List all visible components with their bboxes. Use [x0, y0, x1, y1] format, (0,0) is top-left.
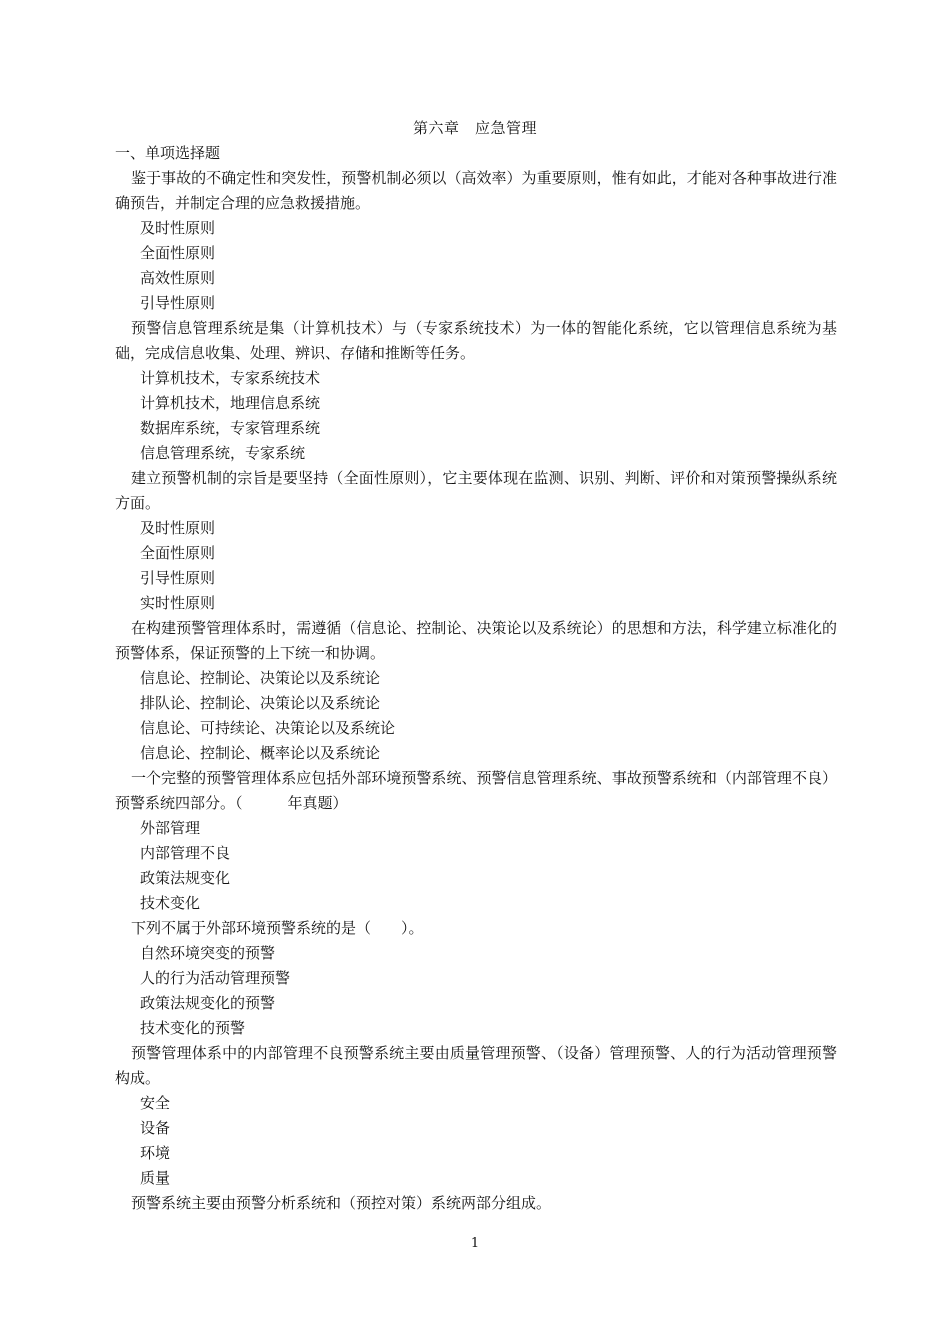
question-text: 建立预警机制的宗旨是要坚持（全面性原则），它主要体现在监测、识别、判断、评价和对策预警操纵系统方面。: [115, 469, 837, 512]
answer-option: 技术变化的预警: [140, 1019, 246, 1037]
question-text: 鉴于事故的不确定性和突发性，预警机制必须以（高效率）为重要原则，惟有如此，才能对各种事故进行准确预告，并制定合理的应急救援措施。: [115, 169, 837, 212]
answer-option: 排队论、控制论、决策论以及系统论: [140, 694, 381, 712]
question-block: [115, 166, 837, 316]
question-text: 预警系统主要由预警分析系统和（预控对策）系统两部分组成。: [131, 1194, 552, 1212]
answer-option: 设备: [140, 1119, 171, 1137]
question-text: 预警管理体系中的内部管理不良预警系统主要由质量管理预警、（设备）管理预警、人的行为活动管理预警构成。: [115, 1044, 837, 1087]
question-text: 预警信息管理系统是集（计算机技术）与（专家系统技术）为一体的智能化系统，它以管理信息系统为基础，完成信息收集、处理、辨识、存储和推断等任务。: [115, 319, 837, 362]
answer-option: 信息论、控制论、概率论以及系统论: [140, 744, 381, 762]
question-block: [115, 1041, 837, 1191]
question-block: [115, 466, 837, 616]
answer-option: 实时性原则: [140, 594, 216, 612]
answer-option: 政策法规变化: [140, 869, 231, 887]
answer-option: 政策法规变化的预警: [140, 994, 276, 1012]
answer-option: 计算机技术，专家系统技术: [140, 369, 321, 387]
answer-option: 全面性原则: [140, 544, 216, 562]
answer-option: 安全: [140, 1094, 171, 1112]
answer-option: 高效性原则: [140, 269, 216, 287]
answer-option: 及时性原则: [140, 519, 216, 537]
answer-option: 数据库系统，专家管理系统: [140, 419, 321, 437]
question-list: [115, 166, 837, 1216]
answer-option: 信息论、可持续论、决策论以及系统论: [140, 719, 396, 737]
answer-option: 自然环境突变的预警: [140, 944, 276, 962]
answer-option: 及时性原则: [140, 219, 216, 237]
answer-option: 计算机技术，地理信息系统: [140, 394, 321, 412]
answer-option: 引导性原则: [140, 569, 216, 587]
answer-option: 质量: [140, 1169, 171, 1187]
question-text: 在构建预警管理体系时，需遵循（信息论、控制论、决策论以及系统论）的思想和方法，科学建立标准化的预警体系，保证预警的上下统一和协调。: [115, 619, 837, 662]
answer-option: 内部管理不良: [140, 844, 231, 862]
answer-option: 人的行为活动管理预警: [140, 969, 291, 987]
section-heading: 一、单项选择题: [115, 144, 221, 162]
answer-option: 信息管理系统，专家系统: [140, 444, 306, 462]
page-number: 1: [470, 1236, 480, 1251]
answer-option: 信息论、控制论、决策论以及系统论: [140, 669, 381, 687]
answer-option: 全面性原则: [140, 244, 216, 262]
question-block: [115, 316, 837, 466]
answer-option: 引导性原则: [140, 294, 216, 312]
chapter-title: 第六章 应急管理: [412, 119, 537, 137]
question-text: 一个完整的预警管理体系应包括外部环境预警系统、预警信息管理系统、事故预警系统和（内部管理不良）预警系统四部分。（ 年真题）: [115, 769, 837, 812]
question-block: [115, 1191, 837, 1216]
question-block: [115, 616, 837, 766]
answer-option: 外部管理: [140, 819, 201, 837]
question-block: [115, 916, 837, 1041]
question-block: [115, 766, 837, 916]
answer-option: 技术变化: [140, 894, 201, 912]
answer-option: 环境: [140, 1144, 171, 1162]
question-text: 下列不属于外部环境预警系统的是（ ）。: [131, 919, 424, 937]
